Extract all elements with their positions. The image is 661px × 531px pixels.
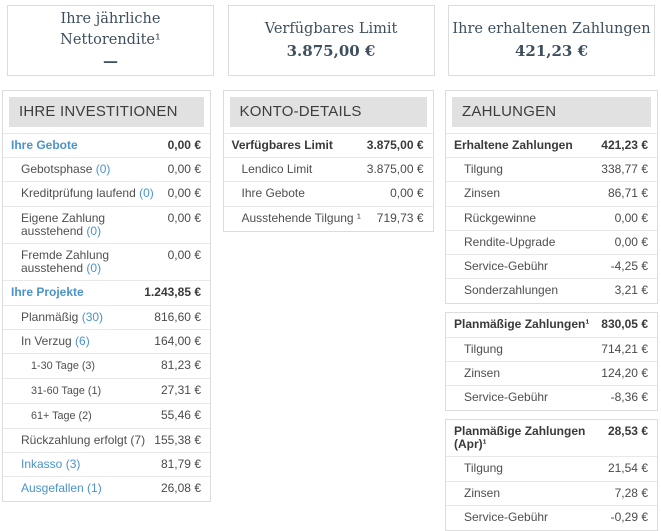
table-row [3, 157, 210, 181]
row-label: Zinsen [464, 485, 501, 500]
row-label-group [21, 163, 110, 176]
row-label: 31-60 Tage [31, 384, 85, 397]
summary-card-value: 3.875,00 € [286, 41, 376, 60]
table-row [446, 133, 657, 157]
table-row [446, 254, 657, 278]
row-label: Planmäßige Zahlungen (Apr)¹ [454, 424, 586, 452]
table-row [446, 206, 657, 230]
row-label: Service-Gebühr [464, 258, 549, 273]
row-value: 338,77 € [601, 162, 648, 177]
row-label: Sonderzahlungen [464, 283, 559, 298]
row-count: (3) [78, 359, 96, 372]
row-value: 26,08 € [160, 480, 201, 495]
row-label[interactable]: Ihre Gebote [11, 138, 78, 152]
row-value: 0,00 € [167, 247, 201, 262]
row-value: 0,00 € [167, 162, 201, 177]
row-label-group [21, 311, 103, 324]
panel-planmaessige-zahlungen-apr [445, 419, 658, 531]
row-label-group [464, 487, 500, 500]
panel-header-ihre-investitionen: IHRE INVESTITIONEN [9, 97, 204, 127]
row-label-group [464, 367, 500, 380]
row-value: 81,23 € [160, 357, 201, 372]
row-label: Ihre Gebote [241, 186, 305, 201]
table-row [446, 481, 657, 505]
table-row [3, 206, 210, 243]
table-row [3, 452, 210, 476]
dashboard-columns [0, 76, 661, 531]
row-value: 0,00 € [167, 186, 201, 201]
row-count[interactable]: (0) [135, 186, 154, 201]
table-row [3, 329, 210, 353]
summary-card-value: 421,23 € [514, 41, 589, 60]
table-row [224, 181, 433, 205]
row-label-group [464, 462, 503, 475]
row-count: (1) [84, 384, 102, 397]
panel-header-zahlungen: ZAHLUNGEN [452, 97, 651, 127]
row-label: Kreditprüfung laufend [21, 186, 136, 201]
row-value: 719,73 € [376, 210, 424, 225]
table-row [446, 278, 657, 302]
rows-erhaltene-zahlungen [446, 133, 657, 302]
row-count: (2) [75, 409, 92, 422]
row-label-group [464, 236, 555, 249]
row-value: 7,28 € [614, 485, 648, 500]
panel-planmaessige-zahlungen [445, 312, 658, 411]
table-row [446, 157, 657, 181]
panel-konto-details [223, 90, 434, 232]
row-value: 124,20 € [601, 365, 648, 380]
table-row [3, 353, 210, 378]
row-label: 1-30 Tage [31, 359, 79, 372]
rows-planmaessige-zahlungen-apr [446, 420, 657, 529]
row-label-group [454, 139, 573, 152]
column-konto-details [223, 90, 434, 232]
table-row [3, 403, 210, 428]
row-count[interactable]: (0) [83, 261, 102, 276]
row-value: 86,71 € [607, 186, 648, 201]
table-row [224, 133, 433, 157]
table-row [3, 181, 210, 205]
row-value: 28,53 € [607, 424, 648, 439]
row-value: 0,00 € [614, 234, 648, 249]
panel-zahlungen [445, 90, 658, 304]
row-value: 830,05 € [601, 317, 648, 332]
row-value: -8,36 € [610, 389, 648, 404]
row-label: Rendite-Upgrade [464, 234, 556, 249]
row-value: 55,46 € [160, 407, 201, 422]
column-zahlungen [445, 90, 658, 531]
row-label: Zinsen [464, 186, 501, 201]
row-count[interactable]: (30) [78, 309, 104, 324]
row-value: -0,29 € [610, 509, 648, 524]
row-value: 21,54 € [607, 461, 648, 476]
row-label-group [232, 139, 333, 152]
row-label: Tilgung [464, 341, 503, 356]
row-value: 3.875,00 € [366, 138, 424, 152]
row-value: 0,00 € [167, 138, 201, 152]
summary-card-verfuegbares-limit [228, 5, 435, 76]
row-label: Eigene Zahlung ausstehend [21, 210, 106, 238]
row-value: 0,00 € [390, 186, 424, 201]
row-label: Planmäßige Zahlungen¹ [454, 317, 590, 332]
row-count[interactable]: (6) [71, 333, 90, 348]
row-value: 3.875,00 € [366, 162, 424, 177]
row-label: Rückzahlung erfolgt [21, 432, 128, 447]
row-label-group [11, 139, 78, 152]
table-row [446, 456, 657, 480]
row-label-group [21, 458, 80, 471]
row-value: 81,79 € [160, 456, 201, 471]
row-label-group [31, 361, 95, 373]
row-label[interactable]: Ihre Projekte [11, 285, 84, 300]
row-label-group [464, 391, 548, 404]
summary-card-value: — [103, 52, 118, 71]
row-label-group [21, 434, 145, 447]
row-label: Lendico Limit [241, 162, 313, 177]
table-row [446, 230, 657, 254]
rows-konto-details [224, 133, 433, 230]
row-label-group [454, 425, 608, 451]
row-count[interactable]: (0) [92, 162, 111, 177]
summary-card-nettorendite [7, 5, 214, 76]
row-label-group [464, 260, 548, 273]
row-label: Erhaltene Zahlungen [454, 138, 573, 152]
row-label: 61+ Tage [31, 409, 76, 422]
summary-cards [0, 0, 661, 76]
row-value: 27,31 € [160, 382, 201, 397]
row-label-group [21, 212, 168, 238]
row-value: 164,00 € [154, 333, 201, 348]
row-label-group [21, 187, 154, 200]
summary-card-erhaltene-zahlungen [448, 5, 655, 76]
row-label-group [242, 163, 313, 176]
table-row [3, 280, 210, 304]
table-row [3, 428, 210, 452]
row-label: Planmäßig [21, 309, 79, 324]
rows-planmaessige-zahlungen [446, 313, 657, 409]
summary-card-title: Verfügbares Limit [264, 21, 398, 38]
table-row [446, 337, 657, 361]
table-row [446, 313, 657, 336]
row-label-group [21, 482, 102, 495]
row-count[interactable]: (3) [62, 456, 81, 471]
row-value: 816,60 € [154, 309, 201, 324]
panel-ihre-investitionen [2, 90, 211, 502]
row-label: Zinsen [464, 365, 501, 380]
row-label-group [21, 249, 168, 275]
table-row [3, 378, 210, 403]
row-label-group [21, 335, 90, 348]
row-label: Verfügbares Limit [231, 138, 333, 152]
row-label: Service-Gebühr [464, 389, 549, 404]
table-row [224, 206, 433, 230]
table-row [3, 243, 210, 280]
row-label-group [464, 343, 503, 356]
row-label-group [464, 187, 500, 200]
row-label[interactable]: Ausgefallen [21, 480, 84, 495]
table-row [3, 133, 210, 157]
summary-card-title: Ihre erhaltenen Zahlungen [452, 21, 651, 38]
row-value: 421,23 € [601, 138, 648, 152]
row-label: In Verzug [21, 333, 72, 348]
row-count: (7) [127, 432, 146, 447]
row-label-group [454, 318, 589, 331]
row-label: Service-Gebühr [464, 509, 549, 524]
row-label-group [11, 286, 84, 299]
row-value: 0,00 € [614, 210, 648, 225]
row-label: Tilgung [464, 162, 503, 177]
table-row [446, 181, 657, 205]
row-label-group [464, 212, 536, 225]
table-row [446, 385, 657, 409]
row-label: Fremde Zahlung ausstehend [21, 247, 110, 276]
row-label-group [464, 284, 558, 297]
row-label-group [464, 163, 503, 176]
row-label-group [31, 411, 92, 423]
row-label-group [464, 511, 548, 524]
row-count[interactable]: (1) [83, 480, 102, 495]
row-value: -4,25 € [610, 258, 648, 273]
table-row [224, 157, 433, 181]
table-row [3, 305, 210, 329]
row-value: 3,21 € [614, 283, 648, 298]
row-label-group [31, 386, 101, 398]
row-label[interactable]: Inkasso [21, 456, 63, 471]
rows-ihre-investitionen [3, 133, 210, 500]
row-label: Tilgung [464, 461, 503, 476]
table-row [3, 476, 210, 500]
column-ihre-investitionen [2, 90, 211, 502]
row-label-group [242, 187, 305, 200]
row-value: 0,00 € [167, 210, 201, 225]
table-row [446, 505, 657, 529]
summary-card-title: Ihre jährliche Nettorendite¹ [60, 10, 161, 48]
row-label-group [242, 212, 361, 225]
row-value: 714,21 € [601, 341, 648, 356]
row-value: 155,38 € [154, 432, 201, 447]
row-label: Ausstehende Tilgung ¹ [241, 210, 361, 225]
row-label: Gebotsphase [21, 162, 93, 177]
row-count[interactable]: (0) [83, 223, 102, 238]
row-value: 1.243,85 € [144, 285, 201, 300]
table-row [446, 420, 657, 456]
row-label: Rückgewinne [464, 210, 537, 225]
panel-header-konto-details: KONTO-DETAILS [230, 97, 427, 127]
table-row [446, 361, 657, 385]
